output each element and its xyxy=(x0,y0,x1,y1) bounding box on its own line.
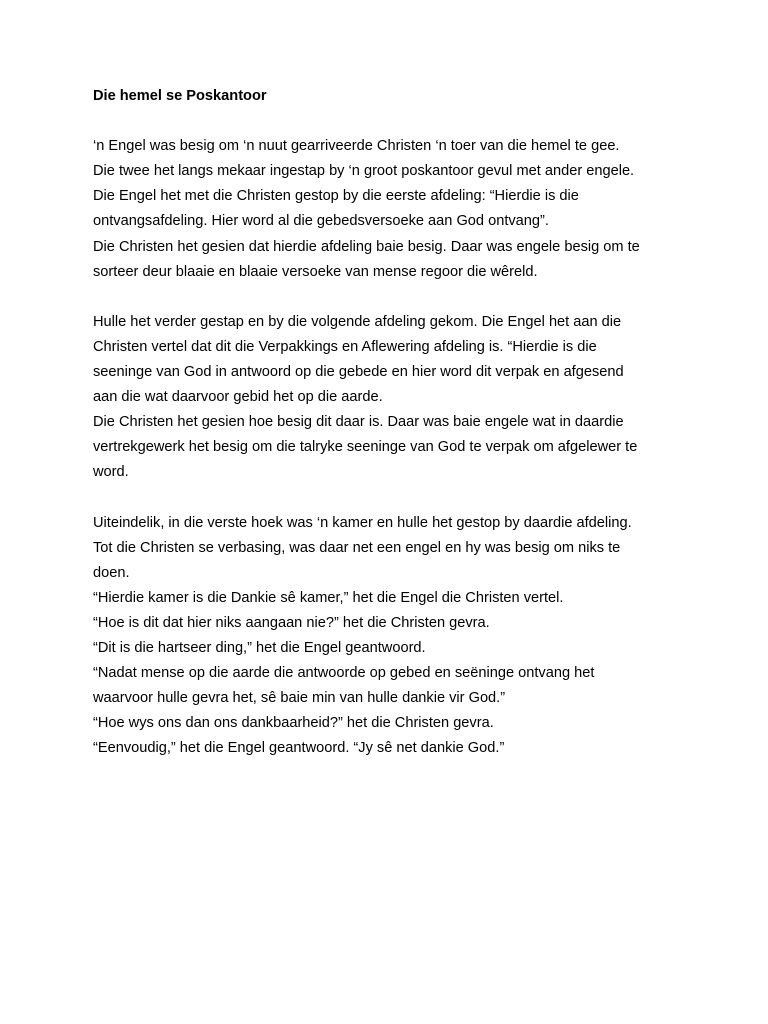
text-line: Die Engel het met die Christen gestop by die eerste afdeling: “Hierdie is die xyxy=(93,188,579,205)
text-line: “Dit is die hartseer ding,” het die Engel geantwoord. xyxy=(93,640,426,657)
text-line: Hulle het verder gestap en by die volgende afdeling gekom. Die Engel het aan die xyxy=(93,313,622,330)
text-line: Die Christen het gesien dat hierdie afdeling baie besig. Daar was engele besig om te xyxy=(93,238,640,255)
paragraph-1 xyxy=(93,134,703,285)
text-line: Uiteindelik, in die verste hoek was ‘n kamer en hulle het gestop by daardie afdeling. xyxy=(93,514,632,531)
document-title: Die hemel se Poskantoor xyxy=(93,88,267,104)
text-line: Tot die Christen se verbasing, was daar net een engel en hy was besig om niks te xyxy=(93,539,621,556)
paragraph-2 xyxy=(93,310,703,486)
text-line: Die twee het langs mekaar ingestap by ‘n groot poskantoor gevul met ander engele. xyxy=(93,163,635,180)
text-line: ‘n Engel was besig om ‘n nuut gearriveerde Christen ‘n toer van die hemel te gee. xyxy=(93,138,620,155)
text-line: “Eenvoudig,” het die Engel geantwoord. “Jy sê net dankie God.” xyxy=(93,740,505,757)
text-line: sorteer deur blaaie en blaaie versoeke van mense regoor die wêreld. xyxy=(93,263,538,280)
paragraph-3 xyxy=(93,511,703,762)
text-line: waarvoor hulle gevra het, sê baie min van hulle dankie vir God.” xyxy=(93,690,506,707)
document-page xyxy=(93,84,703,787)
text-line: doen. xyxy=(93,564,130,581)
text-line: “Hierdie kamer is die Dankie sê kamer,” het die Engel die Christen vertel. xyxy=(93,589,564,606)
text-line: Die Christen het gesien hoe besig dit daar is. Daar was baie engele wat in daardie xyxy=(93,414,624,431)
text-line: vertrekgewerk het besig om die talryke seeninge van God te verpak om afgelewer te xyxy=(93,439,638,456)
text-line: ontvangsafdeling. Hier word al die gebedsversoeke aan God ontvang”. xyxy=(93,213,549,230)
text-line: word. xyxy=(93,464,129,481)
text-line: seeninge van God in antwoord op die gebede en hier word dit verpak en afgesend xyxy=(93,364,624,381)
text-line: “Hoe is dit dat hier niks aangaan nie?” het die Christen gevra. xyxy=(93,614,490,631)
text-line: aan die wat daarvoor gebid het op die aarde. xyxy=(93,389,383,406)
text-line: Christen vertel dat dit die Verpakkings en Aflewering afdeling is. “Hierdie is die xyxy=(93,338,597,355)
text-line: “Hoe wys ons dan ons dankbaarheid?” het die Christen gevra. xyxy=(93,715,494,732)
text-line: “Nadat mense op die aarde die antwoorde op gebed en seëninge ontvang het xyxy=(93,665,595,682)
